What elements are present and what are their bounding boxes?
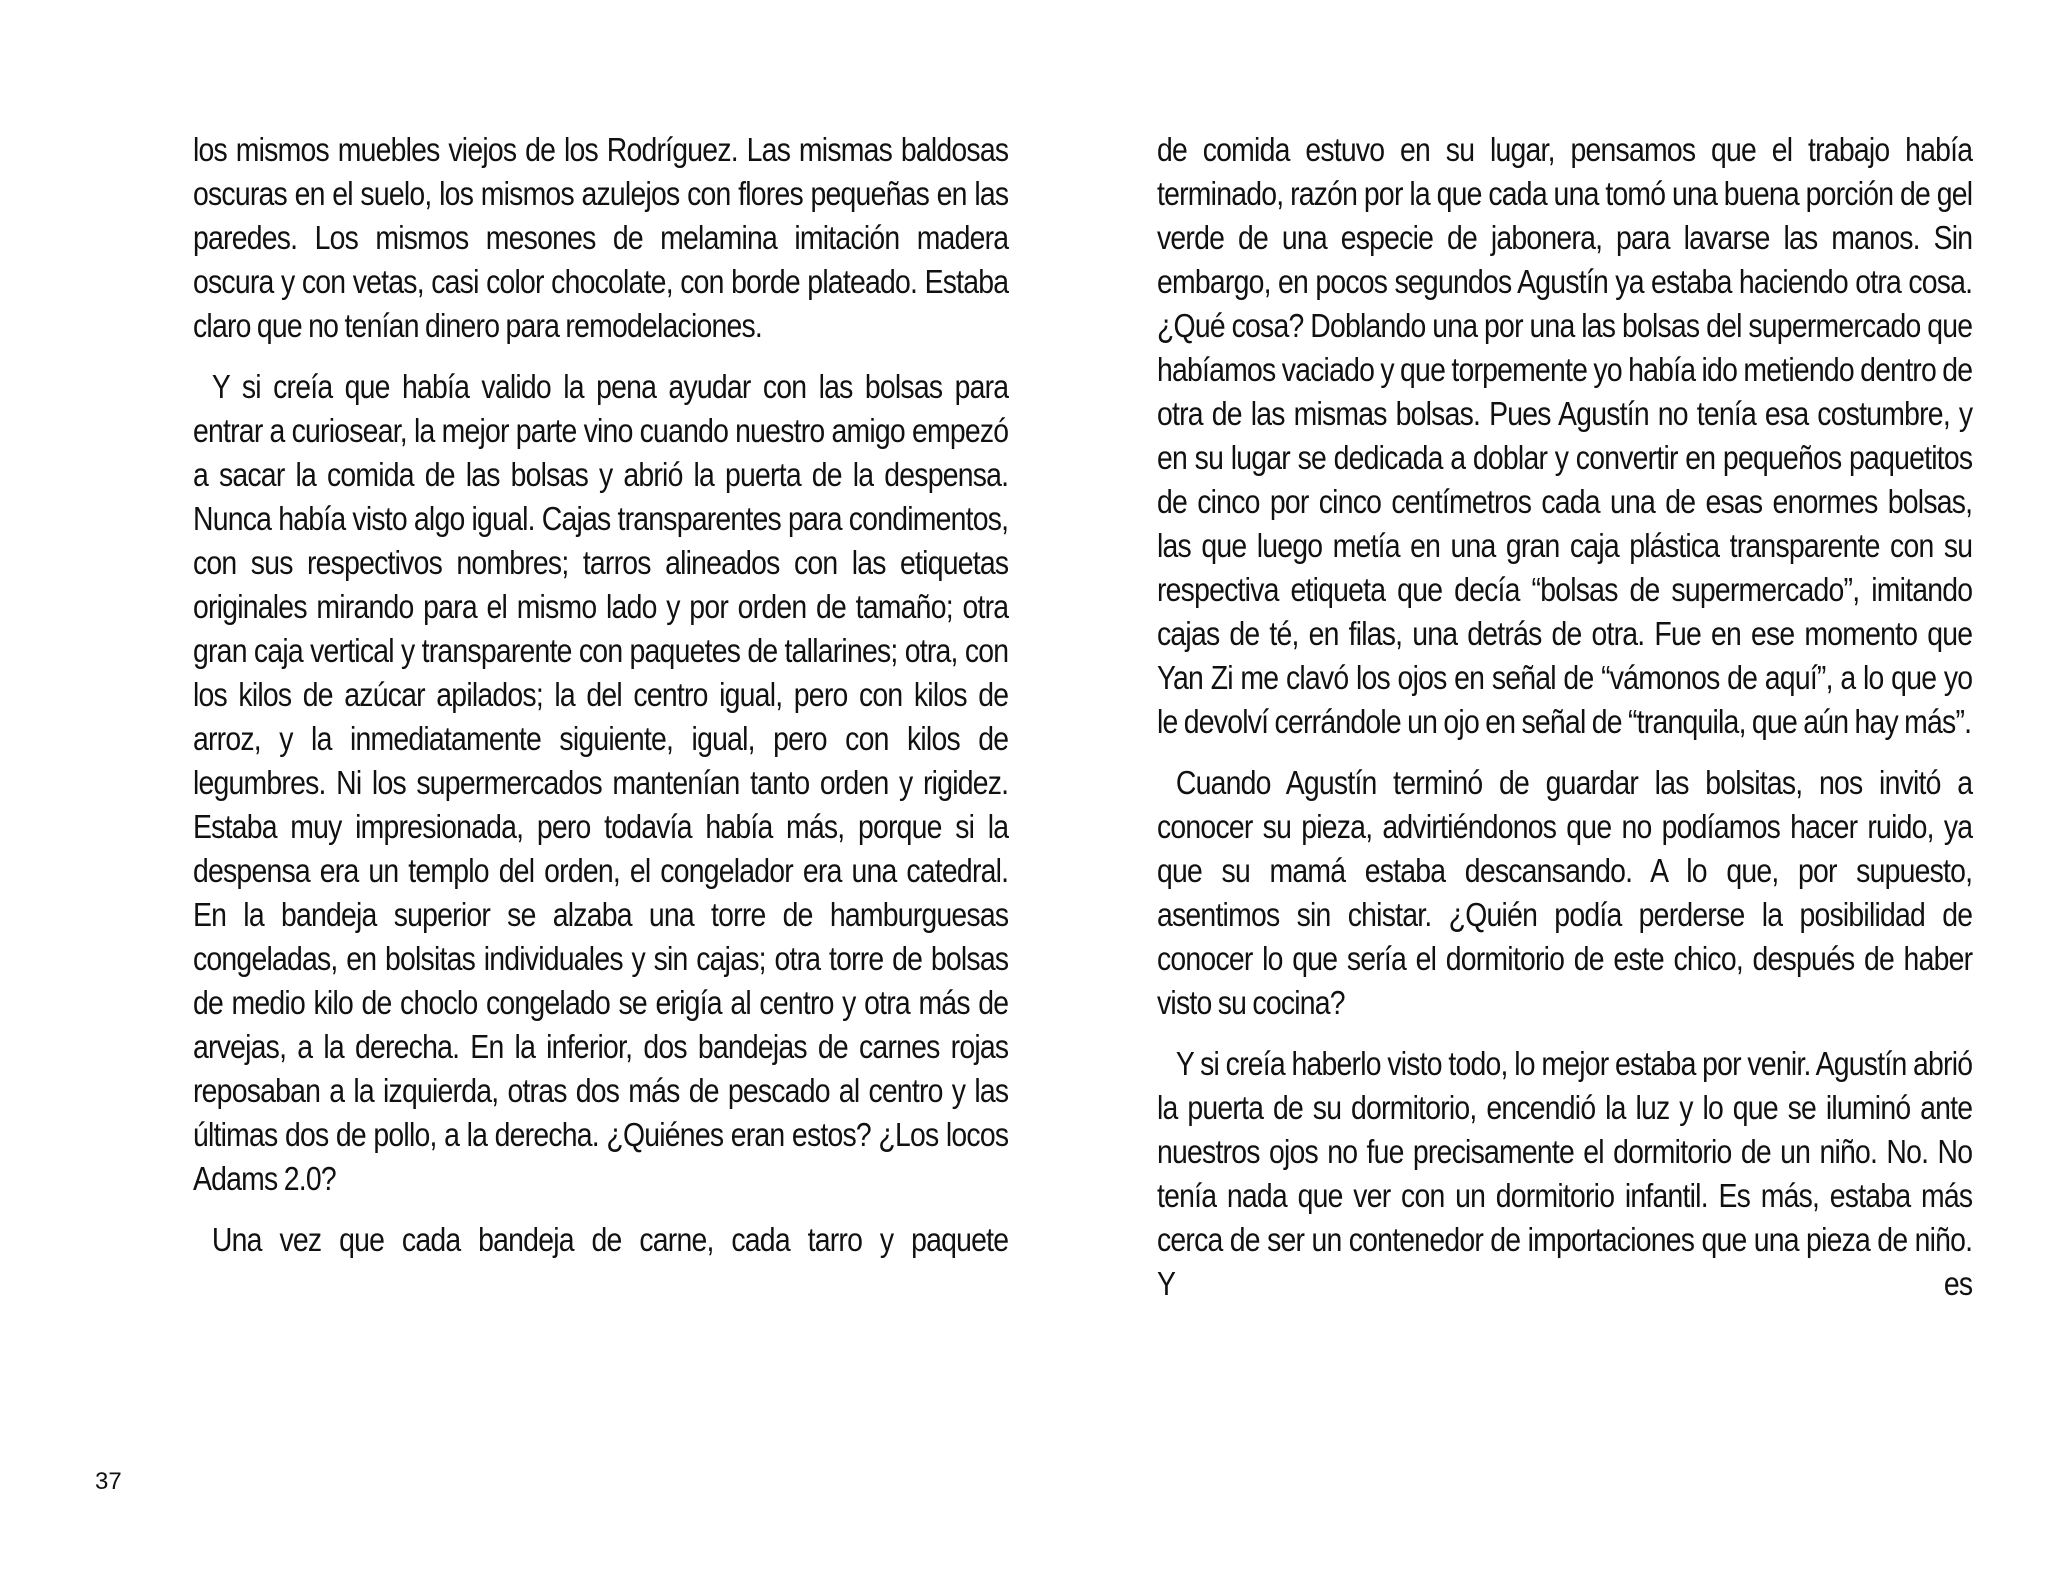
right-text-column — [1157, 128, 1972, 1306]
page-number: 37 — [95, 1468, 122, 1495]
paragraph: Cuando Agustín terminó de guardar las bolsitas, nos invitó a conocer su pieza, advirtiéndonos que no podíamos hacer ruido, ya que su mamá estaba descansando. A lo que, por supuesto, asentimos sin chistar. ¿Quién podía perderse la posibilidad de conocer lo que sería el dormitorio de este chico, después de haber visto su cocina? — [1157, 764, 1973, 1021]
paragraph: de comida estuvo en su lugar, pensamos que el trabajo había terminado, razón por la que cada una tomó una buena porción de gel verde de una especie de jabonera, para lavarse las manos. Sin embargo, en pocos segundos Agustín ya estaba haciendo otra cosa. ¿Qué cosa? Doblando una por una las bolsas del supermercado que habíamos vaciado y que torpemente yo había ido metiendo dentro de otra de las mismas bolsas. Pues Agustín no tenía esa costumbre, y en su lugar se dedicada a doblar y convertir en pequeños paquetitos de cinco por cinco centímetros cada una de esas enormes bolsas, las que luego metía en una gran caja plástica transparente con su respectiva etiqueta que decía “bolsas de supermercado”, imitando cajas de té, en filas, una detrás de otra. Fue en ese momento que Yan Zi me clavó los ojos en señal de “vámonos de aquí”, a lo que yo le devolví cerrándole un ojo en señal de “tranquila, que aún hay más”. — [1157, 131, 1973, 740]
paragraph: Y si creía que había valido la pena ayudar con las bolsas para entrar a curiosear, la mejor parte vino cuando nuestro amigo empezó a sacar la comida de las bolsas y abrió la puerta de la despensa. Nunca había visto algo igual. Cajas transparentes para condimentos, con sus respectivos nombres; tarros alineados con las etiquetas originales mirando para el mismo lado y por orden de tamaño; otra gran caja vertical y transparente con paquetes de tallarines; otra, con los kilos de azúcar apilados; la del centro igual, pero con kilos de arroz, y la inmediatamente siguiente, igual, pero con kilos de legumbres. Ni los supermercados mantenían tanto orden y rigidez. Estaba muy impresionada, pero todavía había más, porque si la despensa era un templo del orden, el congelador era una catedral. En la bandeja superior se alzaba una torre de hamburguesas congeladas, en bolsitas individuales y sin cajas; otra torre de bolsas de medio kilo de choclo congelado se erigía al centro y otra más de arvejas, a la derecha. En la inferior, dos bandejas de carnes rojas reposaban a la izquierda, otras dos más de pescado al centro y las últimas dos de pollo, a la derecha. ¿Quiénes eran estos? ¿Los locos Adams 2.0? — [193, 368, 1009, 1197]
left-text-column — [193, 128, 1008, 1262]
paragraph: los mismos muebles viejos de los Rodríguez. Las mismas baldosas oscuras en el suelo, los mismos azulejos con flores pequeñas en las paredes. Los mismos mesones de melamina imitación madera oscura y con vetas, casi color chocolate, con borde plateado. Estaba claro que no tenían dinero para remodelaciones. — [193, 131, 1009, 344]
paragraph: Una vez que cada bandeja de carne, cada tarro y paquete — [211, 1221, 1009, 1258]
paragraph: Y si creía haberlo visto todo, lo mejor estaba por venir. Agustín abrió la puerta de su dormitorio, encendió la luz y lo que se iluminó ante nuestros ojos no fue precisamente el dormitorio de un niño. No. No tenía nada que ver con un dormitorio infantil. Es más, estaba más cerca de ser un contenedor de importaciones que una pieza de niño. Y es — [1157, 1045, 1973, 1302]
